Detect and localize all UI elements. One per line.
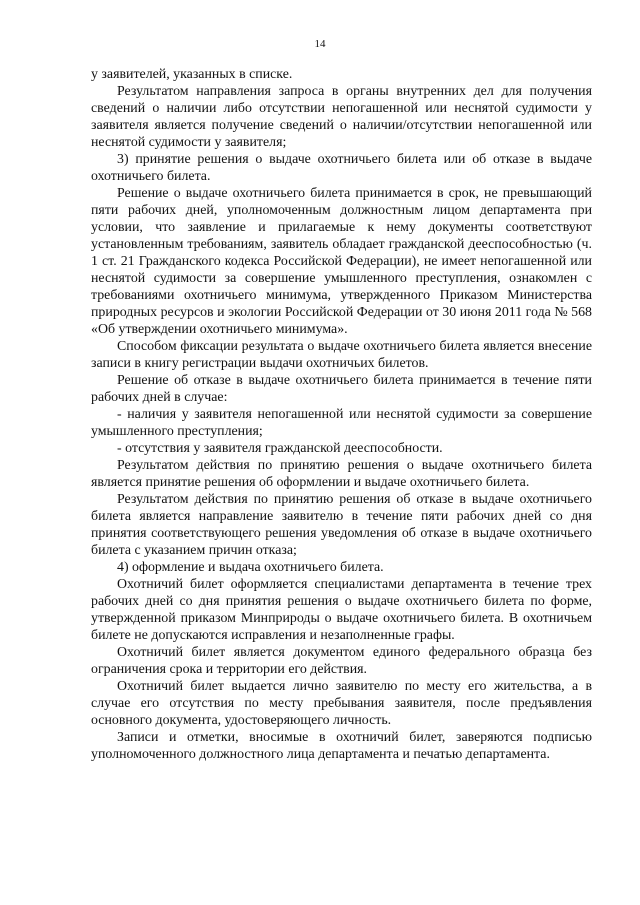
document-body <box>91 66 592 763</box>
paragraph-continuation: у заявителей, указанных в списке. <box>91 67 293 82</box>
paragraph-issue-result: Результатом действия по принятию решения о выдаче охотничьего билета является принятие решения об оформлении и выдаче охотничьего билета. <box>91 458 592 490</box>
paragraph-issue-decision-terms: Решение о выдаче охотничьего билета принимается в срок, не превышающий пяти рабочих дней, уполномоченным должностным лицом департамента при условии, что заявление и прилагаемые к нему документы соответствуют установленным требованиям, заявитель обладает гражданской дееспособностью (ч. 1 ст. 21 Гражданского кодекса Российской Федерации), не имеет непогашенной или неснятой судимости за совершение умышленного преступления, ознакомлен с требованиями охотничьего минимума, утвержденного Приказом Министерства природных ресурсов и экологии Российской Федерации от 30 июня 2011 года № 568 «Об утверждении охотничьего минимума». <box>91 186 592 337</box>
paragraph-step-3-decision: 3) принятие решения о выдаче охотничьего билета или об отказе в выдаче охотничьего билета. <box>91 152 592 184</box>
paragraph-ticket-preparation: Охотничий билет оформляется специалистами департамента в течение трех рабочих дней со дня принятия решения о выдаче охотничьего билета по форме, утвержденной приказом Минприроды о выдаче охотничьего билета. В охотничьем билете не допускаются исправления и незаполненные графы. <box>91 577 592 643</box>
paragraph-police-request-result: Результатом направления запроса в органы внутренних дел для получения сведений о наличии либо отсутствии непогашенной или неснятой судимости у заявителя является получение сведений о наличии/отсутствии непогашенной или неснятой судимости у заявителя; <box>91 84 592 150</box>
list-item-criminal-record: - наличия у заявителя непогашенной или неснятой судимости за совершение умышленного преступления; <box>91 407 592 439</box>
paragraph-refusal-terms: Решение об отказе в выдаче охотничьего билета принимается в течение пяти рабочих дней в случае: <box>91 373 592 405</box>
paragraph-step-4-issuance: 4) оформление и выдача охотничьего билета. <box>117 560 384 575</box>
list-item-legal-capacity: - отсутствия у заявителя гражданской дееспособности. <box>117 441 443 456</box>
paragraph-ticket-delivery: Охотничий билет выдается лично заявителю по месту его жительства, а в случае его отсутствия по месту пребывания заявителя, после предъявления основного документа, удостоверяющего личность. <box>91 679 592 728</box>
paragraph-ticket-certification: Записи и отметки, вносимые в охотничий билет, заверяются подписью уполномоченного должностного лица департамента и печатью департамента. <box>91 730 592 762</box>
page-number: 14 <box>314 38 326 50</box>
paragraph-ticket-validity: Охотничий билет является документом единого федерального образца без ограничения срока и территории его действия. <box>91 645 592 677</box>
paragraph-registration-method: Способом фиксации результата о выдаче охотничьего билета является внесение записи в книгу регистрации выдачи охотничьих билетов. <box>91 339 592 371</box>
paragraph-refusal-result: Результатом действия по принятию решения об отказе в выдаче охотничьего билета является направление заявителю в течение пяти рабочих дней со дня принятия соответствующего решения уведомления об отказе в выдаче охотничьего билета с указанием причин отказа; <box>91 492 592 558</box>
